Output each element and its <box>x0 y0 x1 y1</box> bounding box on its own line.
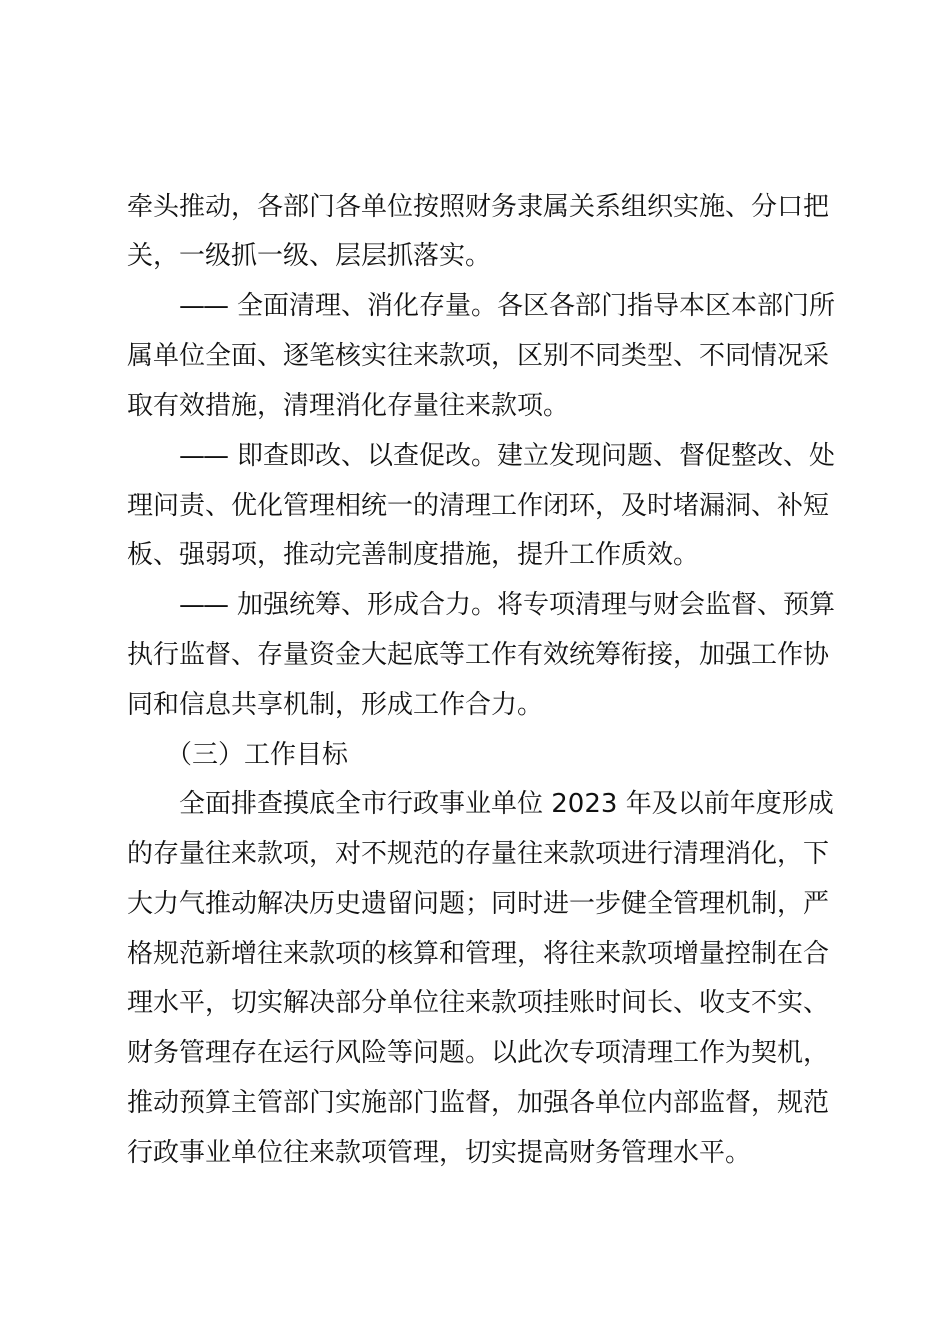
text-line: 即查即改、以查促改。建立发现问题、督促整改、处 <box>237 441 836 471</box>
text-line: 推动预算主管部门实施部门监督，加强各单位内部监督，规范 <box>127 1088 830 1118</box>
text-line: 大力气推动解决历史遗留问题；同时进一步健全管理机制，严 <box>127 889 830 919</box>
text-line: 的存量往来款项，对不规范的存量往来款项进行清理消化，下 <box>127 839 830 869</box>
text-line: 牵头推动，各部门各单位按照财务隶属关系组织实施、分口把 <box>127 192 830 222</box>
em-dash-marker: —— <box>179 590 227 620</box>
text-line: 取有效措施，清理消化存量往来款项。 <box>127 391 570 421</box>
text-line: 属单位全面、逐笔核实往来款项，区别不同类型、不同情况采 <box>127 341 830 371</box>
text-line: 财务管理存在运行风险等问题。以此次专项清理工作为契机， <box>127 1038 830 1068</box>
text-line: 同和信息共享机制，形成工作合力。 <box>127 690 544 720</box>
text-line: 加强统筹、形成合力。将专项清理与财会监督、预算 <box>237 590 836 620</box>
bullet-paragraph-line <box>179 431 847 481</box>
em-dash-marker: —— <box>179 441 227 471</box>
bullet-paragraph-line <box>179 281 847 331</box>
em-dash-marker: —— <box>179 291 227 321</box>
text-line: 执行监督、存量资金大起底等工作有效统筹衔接，加强工作协 <box>127 640 830 670</box>
text-line: 理问责、优化管理相统一的清理工作闭环，及时堵漏洞、补短 <box>127 491 830 521</box>
text-line: 行政事业单位往来款项管理，切实提高财务管理水平。 <box>127 1138 752 1168</box>
bullet-paragraph-line <box>179 580 847 630</box>
text-line: 理水平，切实解决部分单位往来款项挂账时间长、收支不实、 <box>127 988 830 1018</box>
text-line: 全面清理、消化存量。各区各部门指导本区本部门所 <box>237 291 836 321</box>
text-line: 格规范新增往来款项的核算和管理，将往来款项增量控制在合 <box>127 939 830 969</box>
text-line: 板、强弱项，推动完善制度措施，提升工作质效。 <box>127 540 700 570</box>
section-heading: （三）工作目标 <box>166 740 349 770</box>
text-line: 全面排查摸底全市行政事业单位 2023 年及以前年度形成 <box>179 789 834 819</box>
text-line: 关，一级抓一级、层层抓落实。 <box>127 241 492 271</box>
